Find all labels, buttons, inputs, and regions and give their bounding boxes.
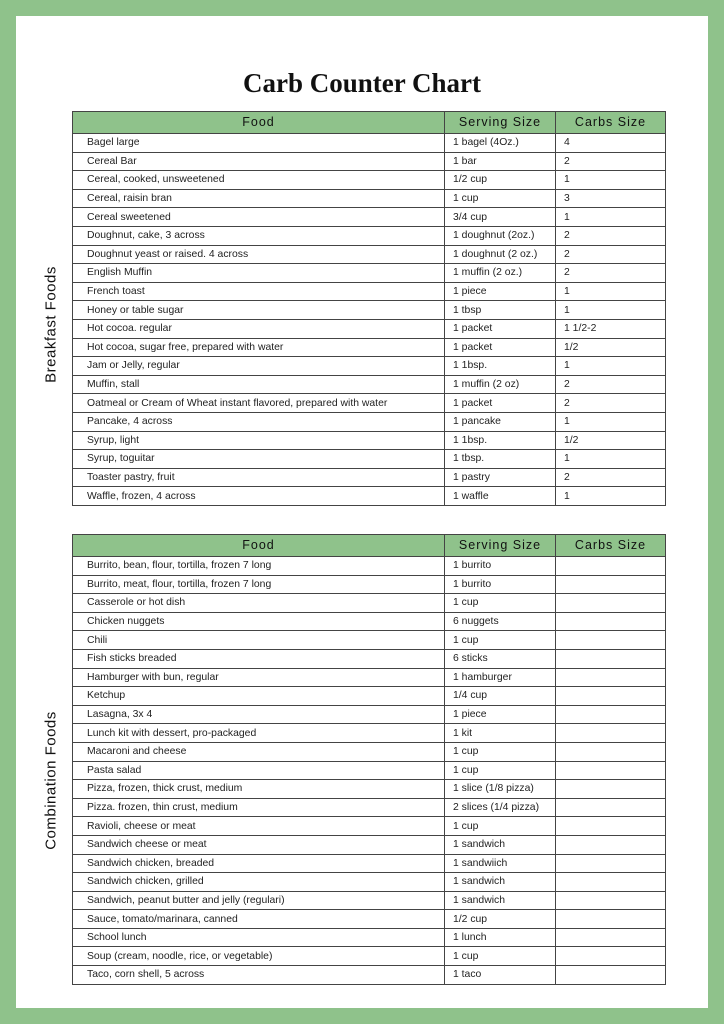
food-cell: Macaroni and cheese bbox=[73, 742, 445, 761]
carbs-cell bbox=[556, 780, 666, 799]
carbs-cell: 1 bbox=[556, 282, 666, 301]
section-label-breakfast: Breakfast Foods bbox=[42, 266, 60, 383]
header-carbs-size: Carbs Size bbox=[556, 535, 666, 557]
food-cell: Cereal Bar bbox=[73, 152, 445, 171]
food-cell: Sandwich chicken, grilled bbox=[73, 873, 445, 892]
serving-size-cell: 1 sandwiich bbox=[445, 854, 556, 873]
carbs-cell: 1 bbox=[556, 450, 666, 469]
carbs-cell: 2 bbox=[556, 226, 666, 245]
serving-size-cell: 1 muffin (2 oz) bbox=[445, 375, 556, 394]
carbs-cell: 1/2 bbox=[556, 338, 666, 357]
serving-size-cell: 6 nuggets bbox=[445, 612, 556, 631]
serving-size-cell: 1 taco bbox=[445, 966, 556, 985]
table-row bbox=[73, 226, 666, 245]
carbs-cell: 1 bbox=[556, 487, 666, 506]
serving-size-cell: 1 sandwich bbox=[445, 891, 556, 910]
carbs-cell: 3 bbox=[556, 189, 666, 208]
serving-size-cell: 1/2 cup bbox=[445, 910, 556, 929]
section-label-combination: Combination Foods bbox=[42, 711, 60, 850]
table-row bbox=[73, 575, 666, 594]
table-row bbox=[73, 891, 666, 910]
serving-size-cell: 1 cup bbox=[445, 761, 556, 780]
carbs-cell: 2 bbox=[556, 394, 666, 413]
table-row bbox=[73, 487, 666, 506]
serving-size-cell: 1 packet bbox=[445, 338, 556, 357]
serving-size-cell: 1 pancake bbox=[445, 412, 556, 431]
carbs-cell: 2 bbox=[556, 468, 666, 487]
table-row bbox=[73, 594, 666, 613]
carbs-cell: 1 bbox=[556, 412, 666, 431]
table-row bbox=[73, 854, 666, 873]
header-food: Food bbox=[73, 535, 445, 557]
serving-size-cell: 1 cup bbox=[445, 817, 556, 836]
carbs-cell bbox=[556, 835, 666, 854]
food-cell: Burrito, bean, flour, tortilla, frozen 7 long bbox=[73, 557, 445, 576]
serving-size-cell: 1 cup bbox=[445, 631, 556, 650]
table-row bbox=[73, 780, 666, 799]
food-cell: Syrup, toguitar bbox=[73, 450, 445, 469]
serving-size-cell: 6 sticks bbox=[445, 649, 556, 668]
table-row bbox=[73, 431, 666, 450]
header-food: Food bbox=[73, 112, 445, 134]
carbs-cell bbox=[556, 873, 666, 892]
food-cell: Pizza. frozen, thin crust, medium bbox=[73, 798, 445, 817]
food-cell: Honey or table sugar bbox=[73, 301, 445, 320]
table-row bbox=[73, 375, 666, 394]
food-cell: Chicken nuggets bbox=[73, 612, 445, 631]
serving-size-cell: 1 waffle bbox=[445, 487, 556, 506]
carbs-cell bbox=[556, 612, 666, 631]
carbs-cell: 2 bbox=[556, 375, 666, 394]
table-row bbox=[73, 742, 666, 761]
table-row bbox=[73, 189, 666, 208]
food-cell: Burrito, meat, flour, tortilla, frozen 7 long bbox=[73, 575, 445, 594]
food-cell: Pasta salad bbox=[73, 761, 445, 780]
table-row bbox=[73, 301, 666, 320]
carbs-cell: 2 bbox=[556, 245, 666, 264]
food-cell: Chili bbox=[73, 631, 445, 650]
food-cell: Lunch kit with dessert, pro-packaged bbox=[73, 724, 445, 743]
serving-size-cell: 1 doughnut (2oz.) bbox=[445, 226, 556, 245]
carbs-cell bbox=[556, 575, 666, 594]
food-cell: Pancake, 4 across bbox=[73, 412, 445, 431]
food-cell: Sandwich chicken, breaded bbox=[73, 854, 445, 873]
table-row bbox=[73, 412, 666, 431]
carbs-cell bbox=[556, 687, 666, 706]
food-cell: Ravioli, cheese or meat bbox=[73, 817, 445, 836]
table-row bbox=[73, 873, 666, 892]
serving-size-cell: 2 slices (1/4 pizza) bbox=[445, 798, 556, 817]
food-cell: English Muffin bbox=[73, 264, 445, 283]
carbs-cell: 1 bbox=[556, 171, 666, 190]
food-cell: Sandwich cheese or meat bbox=[73, 835, 445, 854]
carbs-cell bbox=[556, 891, 666, 910]
table-header-row bbox=[73, 112, 666, 134]
serving-size-cell: 1 1bsp. bbox=[445, 357, 556, 376]
carbs-cell bbox=[556, 817, 666, 836]
serving-size-cell: 1/2 cup bbox=[445, 171, 556, 190]
serving-size-cell: 1 packet bbox=[445, 319, 556, 338]
page bbox=[16, 16, 708, 1008]
table-row bbox=[73, 450, 666, 469]
table-row bbox=[73, 171, 666, 190]
serving-size-cell: 1 piece bbox=[445, 705, 556, 724]
serving-size-cell: 1 cup bbox=[445, 742, 556, 761]
carbs-cell: 1 1/2-2 bbox=[556, 319, 666, 338]
carbs-cell bbox=[556, 705, 666, 724]
table-row bbox=[73, 357, 666, 376]
food-cell: Hot cocoa, sugar free, prepared with water bbox=[73, 338, 445, 357]
table-row bbox=[73, 835, 666, 854]
table-row bbox=[73, 282, 666, 301]
food-cell: Oatmeal or Cream of Wheat instant flavored, prepared with water bbox=[73, 394, 445, 413]
carbs-cell: 1/2 bbox=[556, 431, 666, 450]
table-header-row bbox=[73, 535, 666, 557]
serving-size-cell: 1 packet bbox=[445, 394, 556, 413]
serving-size-cell: 1 tbsp. bbox=[445, 450, 556, 469]
header-carbs-size: Carbs Size bbox=[556, 112, 666, 134]
serving-size-cell: 1 cup bbox=[445, 594, 556, 613]
food-cell: Hamburger with bun, regular bbox=[73, 668, 445, 687]
food-cell: School lunch bbox=[73, 928, 445, 947]
serving-size-cell: 1 cup bbox=[445, 947, 556, 966]
breakfast-table bbox=[72, 111, 666, 506]
food-cell: Cereal, raisin bran bbox=[73, 189, 445, 208]
serving-size-cell: 1/4 cup bbox=[445, 687, 556, 706]
serving-size-cell: 1 cup bbox=[445, 189, 556, 208]
food-cell: Toaster pastry, fruit bbox=[73, 468, 445, 487]
table-row bbox=[73, 612, 666, 631]
carbs-cell: 2 bbox=[556, 264, 666, 283]
table-row bbox=[73, 319, 666, 338]
table-row bbox=[73, 208, 666, 227]
table-row bbox=[73, 649, 666, 668]
carbs-cell bbox=[556, 928, 666, 947]
table-row bbox=[73, 394, 666, 413]
combination-table bbox=[72, 534, 666, 985]
page-title: Carb Counter Chart bbox=[243, 68, 481, 98]
carbs-cell bbox=[556, 668, 666, 687]
table-row bbox=[73, 557, 666, 576]
serving-size-cell: 1 lunch bbox=[445, 928, 556, 947]
table-row bbox=[73, 468, 666, 487]
carbs-cell bbox=[556, 649, 666, 668]
table-row bbox=[73, 668, 666, 687]
carbs-cell bbox=[556, 910, 666, 929]
food-cell: Muffin, stall bbox=[73, 375, 445, 394]
table-row bbox=[73, 705, 666, 724]
food-cell: French toast bbox=[73, 282, 445, 301]
serving-size-cell: 1 doughnut (2 oz.) bbox=[445, 245, 556, 264]
table-row bbox=[73, 910, 666, 929]
serving-size-cell: 1 sandwich bbox=[445, 835, 556, 854]
food-cell: Doughnut, cake, 3 across bbox=[73, 226, 445, 245]
food-cell: Casserole or hot dish bbox=[73, 594, 445, 613]
header-serving-size: Serving Size bbox=[445, 535, 556, 557]
food-cell: Cereal sweetened bbox=[73, 208, 445, 227]
table-row bbox=[73, 245, 666, 264]
table-row bbox=[73, 928, 666, 947]
table-row bbox=[73, 338, 666, 357]
carbs-cell bbox=[556, 742, 666, 761]
table-row bbox=[73, 817, 666, 836]
table-row bbox=[73, 687, 666, 706]
serving-size-cell: 1 1bsp. bbox=[445, 431, 556, 450]
food-cell: Waffle, frozen, 4 across bbox=[73, 487, 445, 506]
food-cell: Sandwich, peanut butter and jelly (regulari) bbox=[73, 891, 445, 910]
carbs-cell bbox=[556, 947, 666, 966]
carbs-cell bbox=[556, 761, 666, 780]
serving-size-cell: 1 pastry bbox=[445, 468, 556, 487]
food-cell: Lasagna, 3x 4 bbox=[73, 705, 445, 724]
food-cell: Cereal, cooked, unsweetened bbox=[73, 171, 445, 190]
carbs-cell: 1 bbox=[556, 301, 666, 320]
serving-size-cell: 1 hamburger bbox=[445, 668, 556, 687]
serving-size-cell: 1 bar bbox=[445, 152, 556, 171]
carbs-cell bbox=[556, 724, 666, 743]
serving-size-cell: 1 muffin (2 oz.) bbox=[445, 264, 556, 283]
serving-size-cell: 1 sandwich bbox=[445, 873, 556, 892]
carbs-cell bbox=[556, 594, 666, 613]
carbs-cell bbox=[556, 798, 666, 817]
food-cell: Bagel large bbox=[73, 134, 445, 153]
table-row bbox=[73, 947, 666, 966]
table-row bbox=[73, 264, 666, 283]
table-row bbox=[73, 134, 666, 153]
header-serving-size: Serving Size bbox=[445, 112, 556, 134]
carbs-cell bbox=[556, 557, 666, 576]
food-cell: Soup (cream, noodle, rice, or vegetable) bbox=[73, 947, 445, 966]
carbs-cell: 1 bbox=[556, 208, 666, 227]
table-row bbox=[73, 798, 666, 817]
food-cell: Fish sticks breaded bbox=[73, 649, 445, 668]
table-row bbox=[73, 724, 666, 743]
food-cell: Ketchup bbox=[73, 687, 445, 706]
carbs-cell bbox=[556, 854, 666, 873]
carbs-cell bbox=[556, 631, 666, 650]
table-row bbox=[73, 631, 666, 650]
food-cell: Taco, corn shell, 5 across bbox=[73, 966, 445, 985]
table-row bbox=[73, 761, 666, 780]
food-cell: Jam or Jelly, regular bbox=[73, 357, 445, 376]
food-cell: Doughnut yeast or raised. 4 across bbox=[73, 245, 445, 264]
serving-size-cell: 1 piece bbox=[445, 282, 556, 301]
serving-size-cell: 3/4 cup bbox=[445, 208, 556, 227]
table-row bbox=[73, 152, 666, 171]
food-cell: Hot cocoa. regular bbox=[73, 319, 445, 338]
carbs-cell: 2 bbox=[556, 152, 666, 171]
serving-size-cell: 1 slice (1/8 pizza) bbox=[445, 780, 556, 799]
carbs-cell: 1 bbox=[556, 357, 666, 376]
serving-size-cell: 1 bagel (4Oz.) bbox=[445, 134, 556, 153]
food-cell: Pizza, frozen, thick crust, medium bbox=[73, 780, 445, 799]
serving-size-cell: 1 kit bbox=[445, 724, 556, 743]
food-cell: Sauce, tomato/marinara, canned bbox=[73, 910, 445, 929]
table-row bbox=[73, 966, 666, 985]
food-cell: Syrup, light bbox=[73, 431, 445, 450]
carbs-cell: 4 bbox=[556, 134, 666, 153]
serving-size-cell: 1 burrito bbox=[445, 575, 556, 594]
carbs-cell bbox=[556, 966, 666, 985]
serving-size-cell: 1 tbsp bbox=[445, 301, 556, 320]
serving-size-cell: 1 burrito bbox=[445, 557, 556, 576]
